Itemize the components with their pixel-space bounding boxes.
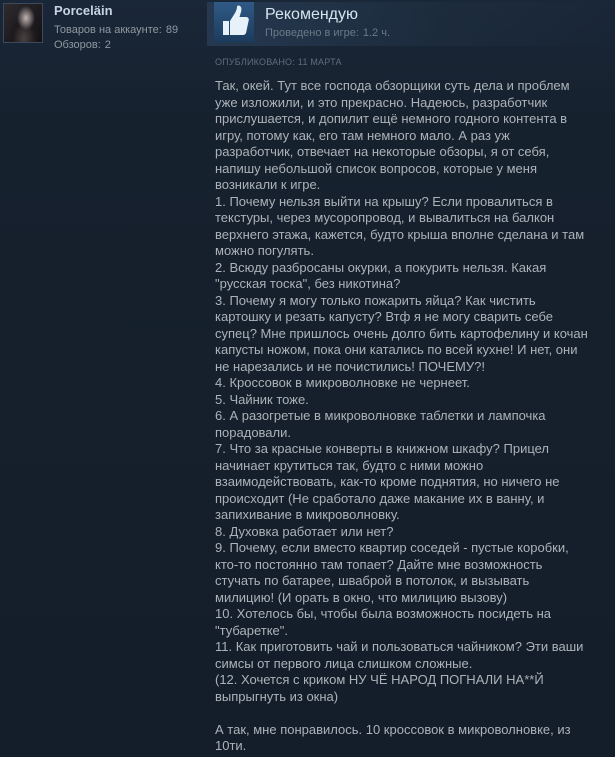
posted-date — [215, 57, 342, 68]
author-products-count[interactable] — [54, 23, 178, 37]
products-label: Товаров на аккаунте: — [54, 24, 162, 36]
paragraph-spacer — [215, 705, 590, 722]
review-closing: А так, мне понравилось. 10 кроссовок в микроволновке, из 10ти. — [215, 721, 571, 753]
playtime — [265, 27, 390, 40]
review-paragraph-4: 4. Кроссовок в микроволновке не чернеет. — [215, 375, 470, 390]
avatar[interactable] — [3, 3, 43, 43]
review-paragraph-6: 6. А разогретые в микроволновке таблетки и лампочка порадовали. — [215, 408, 546, 440]
review-paragraph-5: 5. Чайник тоже. — [215, 391, 309, 407]
products-value: 89 — [165, 24, 179, 36]
reviews-value: 2 — [104, 39, 111, 51]
posted-label: ОПУБЛИКОВАНО: — [215, 57, 295, 67]
reviews-label: Обзоров: — [54, 39, 101, 51]
review-paragraph-1: 1. Почему нельзя выйти на крышу? Если провалиться в текстуры, через мусоропровод, и вывалиться на балкон верхнего этажа, кажется, будто крыша вполне сделана и там можно погулять. — [215, 193, 585, 258]
review-paragraph-2: 2. Всюду разбросаны окурки, а покурить нельзя. Какая "русская тоска", без никотина? — [215, 259, 547, 291]
review-paragraph-10: 10. Хотелось бы, чтобы была возможность посидеть на "тубаретке". — [215, 606, 551, 638]
posted-date-value: 11 МАРТА — [297, 57, 342, 67]
playtime-label: Проведено в игре: — [265, 27, 359, 39]
review-body — [215, 78, 590, 755]
recommend-title: Рекомендую — [265, 6, 359, 23]
author-reviews-count[interactable] — [54, 38, 111, 52]
playtime-value: 1.2 ч. — [362, 27, 391, 39]
review-paragraph-intro: Так, окей. Тут все господа обзорщики суть дела и проблем уже изложили, и это прекрасно. Надеюсь, разработчик прислушается, и допилит ещё немного годного контента в игру, потому как, его там немного мало. А раз уж разработчик, отвечает на некоторые обзоры, я от себя, напишу небольшой список вопросов, которые у меня возникали к игре. — [215, 78, 570, 192]
review-paragraph-12: (12. Хочется с криком НУ ЧЁ НАРОД ПОГНАЛИ НА**Й выпрыгнуть из окна) — [215, 672, 544, 704]
review-paragraph-7: 7. Что за красные конверты в книжном шкафу? Прицел начинает крутиться так, будто с ними можно взаимодействовать, как-то кроме поднятия, но ничего не происходит (Не сработало даже макание их в ванну, и запихивание в микроволновку. — [215, 441, 560, 522]
review-paragraph-11: 11. Как приготовить чай и пользоваться чайником? Эти ваши симсы от первого лица слишком сложные. — [215, 639, 584, 671]
review-paragraph-9: 9. Почему, если вместо квартир соседей - пустые коробки, кто-то постоянно там топает? Дайте мне возможность стучать по батарее, шваброй в потолок, и вызывать милицию! (И орать в окно, что милицию вызову) — [215, 540, 569, 605]
review-paragraph-3: 3. Почему я могу только пожарить яйца? Как чистить картошку и резать капусту? Втф я не могу сварить себе супец? Мне пришлось очень долго бить картофелину и кочан капусты ножом, пока они катались по всей кухне! И нет, они не нарезались и не почистились! ПОЧЕМУ?! — [215, 292, 588, 374]
rating-header[interactable] — [207, 2, 613, 46]
thumbs-up-icon — [214, 2, 254, 42]
review-author — [0, 0, 205, 60]
author-name[interactable]: Porceläin — [54, 3, 113, 18]
review-paragraph-8: 8. Духовка работает или нет? — [215, 523, 394, 539]
